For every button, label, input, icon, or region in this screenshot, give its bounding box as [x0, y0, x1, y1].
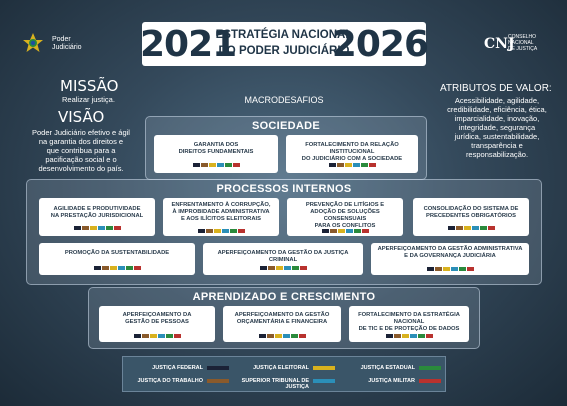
justice-bar-segment — [322, 229, 329, 233]
justice-bar-segment — [472, 226, 479, 230]
justice-bar-segment — [222, 229, 229, 233]
macrodesafios-label: MACRODESAFIOS — [244, 95, 324, 105]
card-line: NA PRESTAÇÃO JURISDICIONAL — [50, 213, 144, 219]
justice-bar-segment — [386, 334, 393, 338]
justice-bar-segment — [443, 267, 450, 271]
justice-bar-segment — [150, 334, 157, 338]
legend-swatch — [419, 366, 441, 370]
brasao-icon — [22, 32, 44, 54]
justice-bar-segment — [214, 229, 221, 233]
justice-bar-segment — [488, 226, 495, 230]
legend-label: JUSTIÇA FEDERAL — [152, 365, 203, 371]
card-line: DO JUDICIÁRIO COM A SOCIEDADE — [301, 156, 403, 162]
legend — [122, 356, 446, 392]
justice-bars — [287, 229, 403, 233]
justice-bar-segment — [174, 334, 181, 338]
macrodesafio-card — [223, 306, 341, 342]
justice-bar-segment — [259, 334, 266, 338]
card-line: ORÇAMENTÁRIA E FINANCEIRA — [236, 319, 328, 325]
cnj-logo: CNJ — [484, 36, 515, 52]
justice-bars — [39, 226, 155, 230]
card-label — [41, 206, 153, 220]
title-banner — [142, 22, 426, 66]
justice-bar-segment — [361, 163, 368, 167]
justice-bar-segment — [427, 267, 434, 271]
justice-bar-segment — [276, 266, 283, 270]
justice-bar-segment — [233, 163, 240, 167]
justice-bar-segment — [209, 163, 216, 167]
card-line: PARA OS CONFLITOS — [314, 223, 376, 229]
card-line: E AOS ILÍCITOS ELEITORAIS — [180, 216, 262, 222]
card-label — [156, 142, 276, 156]
card-line: APERFEIÇOAMENTO DA GESTÃO — [234, 312, 330, 318]
section-title: PROCESSOS INTERNOS — [216, 183, 352, 195]
justice-bar-segment — [451, 267, 458, 271]
cnj-org-name — [508, 34, 537, 52]
section-aprendizado-crescimento — [88, 287, 480, 349]
justice-bar-segment — [106, 226, 113, 230]
justice-bar-segment — [330, 229, 337, 233]
justice-bar-segment — [94, 266, 101, 270]
justice-bar-segment — [410, 334, 417, 338]
card-label — [101, 312, 213, 326]
justice-bar-segment — [354, 229, 361, 233]
justice-bar-segment — [464, 226, 471, 230]
visao-line: Poder Judiciário efetivo e ágil — [32, 128, 130, 137]
visao-label: VISÃO — [58, 108, 105, 126]
justice-bar-segment — [283, 334, 290, 338]
justice-bar-segment — [90, 226, 97, 230]
justice-bar-segment — [102, 266, 109, 270]
justice-bar-segment — [329, 163, 336, 167]
justice-bar-segment — [142, 334, 149, 338]
justice-bars — [223, 334, 341, 338]
atributos-line: responsabilização. — [465, 150, 529, 159]
justice-bars — [99, 334, 215, 338]
card-line: APERFEIÇOAMENTO DA GESTÃO ADMINISTRATIVA — [377, 246, 523, 252]
year-end: 2026 — [331, 24, 428, 65]
justice-bar-segment — [338, 229, 345, 233]
card-line: E DA GOVERNANÇA JUDICIÁRIA — [404, 253, 496, 259]
card-label — [289, 202, 401, 230]
justice-bar-segment — [134, 334, 141, 338]
justice-bar-segment — [353, 163, 360, 167]
justice-bars — [154, 163, 278, 167]
justice-bar-segment — [110, 266, 117, 270]
justice-bar-segment — [238, 229, 245, 233]
justice-bar-segment — [225, 163, 232, 167]
card-line: PROMOÇÃO DA SUSTENTABILIDADE — [64, 250, 170, 256]
visao-line: que contribua para a — [46, 146, 116, 155]
legend-swatch — [419, 379, 441, 383]
justice-bar-segment — [166, 334, 173, 338]
justice-bar-segment — [134, 266, 141, 270]
card-line: APERFEIÇOAMENTO DA — [122, 312, 192, 318]
legend-label: JUSTIÇA ELEITORAL — [253, 365, 309, 371]
missao-text: Realizar justiça. — [62, 95, 115, 104]
justice-bar-segment — [193, 163, 200, 167]
justice-bars — [349, 334, 469, 338]
justice-bar-segment — [362, 229, 369, 233]
justice-bar-segment — [467, 267, 474, 271]
card-line: DIREITOS FUNDAMENTAIS — [178, 149, 254, 155]
justice-bar-segment — [299, 334, 306, 338]
justice-bar-segment — [369, 163, 376, 167]
macrodesafio-card — [286, 135, 418, 173]
justice-bar-segment — [435, 267, 442, 271]
justice-bars — [203, 266, 363, 270]
card-label — [373, 246, 527, 260]
justice-bar-segment — [345, 163, 352, 167]
org-line: Poder — [52, 36, 71, 43]
card-line: ADOÇÃO DE SOLUÇÕES CONSENSUAIS — [310, 209, 380, 222]
section-title: SOCIEDADE — [251, 120, 321, 132]
legend-swatch — [313, 366, 335, 370]
title-line-1: ESTRATÉGIA NACIONAL — [215, 29, 353, 41]
title-line-2: DO PODER JUDICIÁRIO — [218, 45, 350, 57]
macrodesafio-card — [39, 243, 195, 275]
card-line: À IMPROBIDADE ADMINISTRATIVA — [172, 209, 270, 215]
justice-bar-segment — [394, 334, 401, 338]
macrodesafio-card — [163, 198, 279, 236]
atributos-label: ATRIBUTOS DE VALOR: — [440, 83, 552, 94]
justice-bar-segment — [217, 163, 224, 167]
card-line: PRECEDENTES OBRIGATÓRIOS — [425, 213, 517, 219]
atributos-text — [442, 96, 552, 159]
macrodesafio-card — [203, 243, 363, 275]
card-label — [288, 142, 416, 163]
justice-bar-segment — [459, 267, 466, 271]
justice-bar-segment — [456, 226, 463, 230]
visao-line: na garantia dos direitos e — [38, 137, 124, 146]
card-label — [415, 206, 527, 220]
section-title: APRENDIZADO E CRESCIMENTO — [192, 291, 376, 303]
card-line: FORTALECIMENTO DA RELAÇÃO INSTITUCIONAL — [305, 142, 399, 155]
justice-bar-segment — [118, 266, 125, 270]
justice-bars — [413, 226, 529, 230]
justice-bar-segment — [337, 163, 344, 167]
macrodesafio-card — [287, 198, 403, 236]
section-processos-internos — [26, 179, 542, 285]
justice-bar-segment — [98, 226, 105, 230]
justice-bar-segment — [284, 266, 291, 270]
justice-bar-segment — [74, 226, 81, 230]
justice-bar-segment — [158, 334, 165, 338]
justice-bar-segment — [126, 266, 133, 270]
card-line: PREVENÇÃO DE LITÍGIOS E — [305, 202, 385, 208]
visao-line: desenvolvimento do país. — [38, 164, 124, 173]
justice-bar-segment — [206, 229, 213, 233]
visao-text — [22, 128, 140, 173]
macrodesafio-card — [413, 198, 529, 236]
card-label — [41, 250, 193, 257]
justice-bar-segment — [292, 266, 299, 270]
justice-bars — [286, 163, 418, 167]
justice-bar-segment — [198, 229, 205, 233]
macrodesafio-card — [371, 243, 529, 275]
org-line: Judiciário — [52, 44, 82, 51]
cnj-org-line: NACIONAL — [508, 40, 534, 46]
justice-bar-segment — [346, 229, 353, 233]
legend-swatch — [207, 366, 229, 370]
justice-bar-segment — [201, 163, 208, 167]
justice-bar-segment — [300, 266, 307, 270]
cnj-org-line: CONSELHO — [508, 34, 537, 40]
card-label — [205, 250, 361, 264]
justice-bar-segment — [291, 334, 298, 338]
macrodesafio-card — [39, 198, 155, 236]
justice-bar-segment — [448, 226, 455, 230]
card-line: AGILIDADE E PRODUTIVIDADE — [53, 206, 141, 212]
justice-bar-segment — [230, 229, 237, 233]
justice-bar-segment — [402, 334, 409, 338]
org-name-left — [52, 36, 82, 52]
justice-bar-segment — [268, 266, 275, 270]
justice-bar-segment — [480, 226, 487, 230]
card-label — [165, 202, 277, 223]
justice-bars — [39, 266, 195, 270]
card-line: ENFRENTAMENTO À CORRUPÇÃO, — [171, 202, 271, 208]
atributos-line: integridade, segurança — [458, 123, 536, 132]
card-line: GESTÃO DE PESSOAS — [125, 319, 189, 325]
legend-label: SUPERIOR TRIBUNAL DE JUSTIÇA — [241, 378, 309, 390]
legend-label: JUSTIÇA ESTADUAL — [360, 365, 415, 371]
card-label — [225, 312, 339, 326]
atributos-line: Acessibilidade, agilidade, — [454, 96, 540, 105]
section-sociedade — [145, 116, 427, 180]
card-label — [351, 312, 467, 333]
visao-line: pacificação social e o — [45, 155, 117, 164]
card-line: APERFEIÇOAMENTO DA GESTÃO DA JUSTIÇA CRIMINAL — [217, 250, 349, 263]
macrodesafio-card — [154, 135, 278, 173]
justice-bars — [371, 267, 529, 271]
atributos-line: imparcialidade, inovação, — [454, 114, 540, 123]
legend-swatch — [207, 379, 229, 383]
year-start: 2021 — [140, 24, 237, 65]
atributos-line: credibilidade, eficiência, ética, — [447, 105, 547, 114]
macrodesafio-card — [349, 306, 469, 342]
card-line: CONSOLIDAÇÃO DO SISTEMA DE — [423, 206, 519, 212]
card-line: FORTALECIMENTO DA ESTRATÉGIA NACIONAL — [358, 312, 460, 325]
atributos-line: jurídica, sustentabilidade, — [454, 132, 540, 141]
card-line: DE TIC E DE PROTEÇÃO DE DADOS — [358, 326, 460, 332]
justice-bar-segment — [114, 226, 121, 230]
cnj-org-line: DE JUSTIÇA — [508, 46, 538, 52]
legend-swatch — [313, 379, 335, 383]
justice-bar-segment — [267, 334, 274, 338]
justice-bar-segment — [418, 334, 425, 338]
justice-bar-segment — [426, 334, 433, 338]
card-line: GARANTIA DOS — [193, 142, 239, 148]
missao-label: MISSÃO — [60, 77, 119, 95]
justice-bar-segment — [260, 266, 267, 270]
justice-bars — [163, 229, 279, 233]
atributos-line: transparência e — [471, 141, 523, 150]
legend-label: JUSTIÇA DO TRABALHO — [137, 378, 203, 384]
macrodesafio-card — [99, 306, 215, 342]
justice-bar-segment — [275, 334, 282, 338]
legend-label: JUSTIÇA MILITAR — [368, 378, 415, 384]
justice-bar-segment — [82, 226, 89, 230]
